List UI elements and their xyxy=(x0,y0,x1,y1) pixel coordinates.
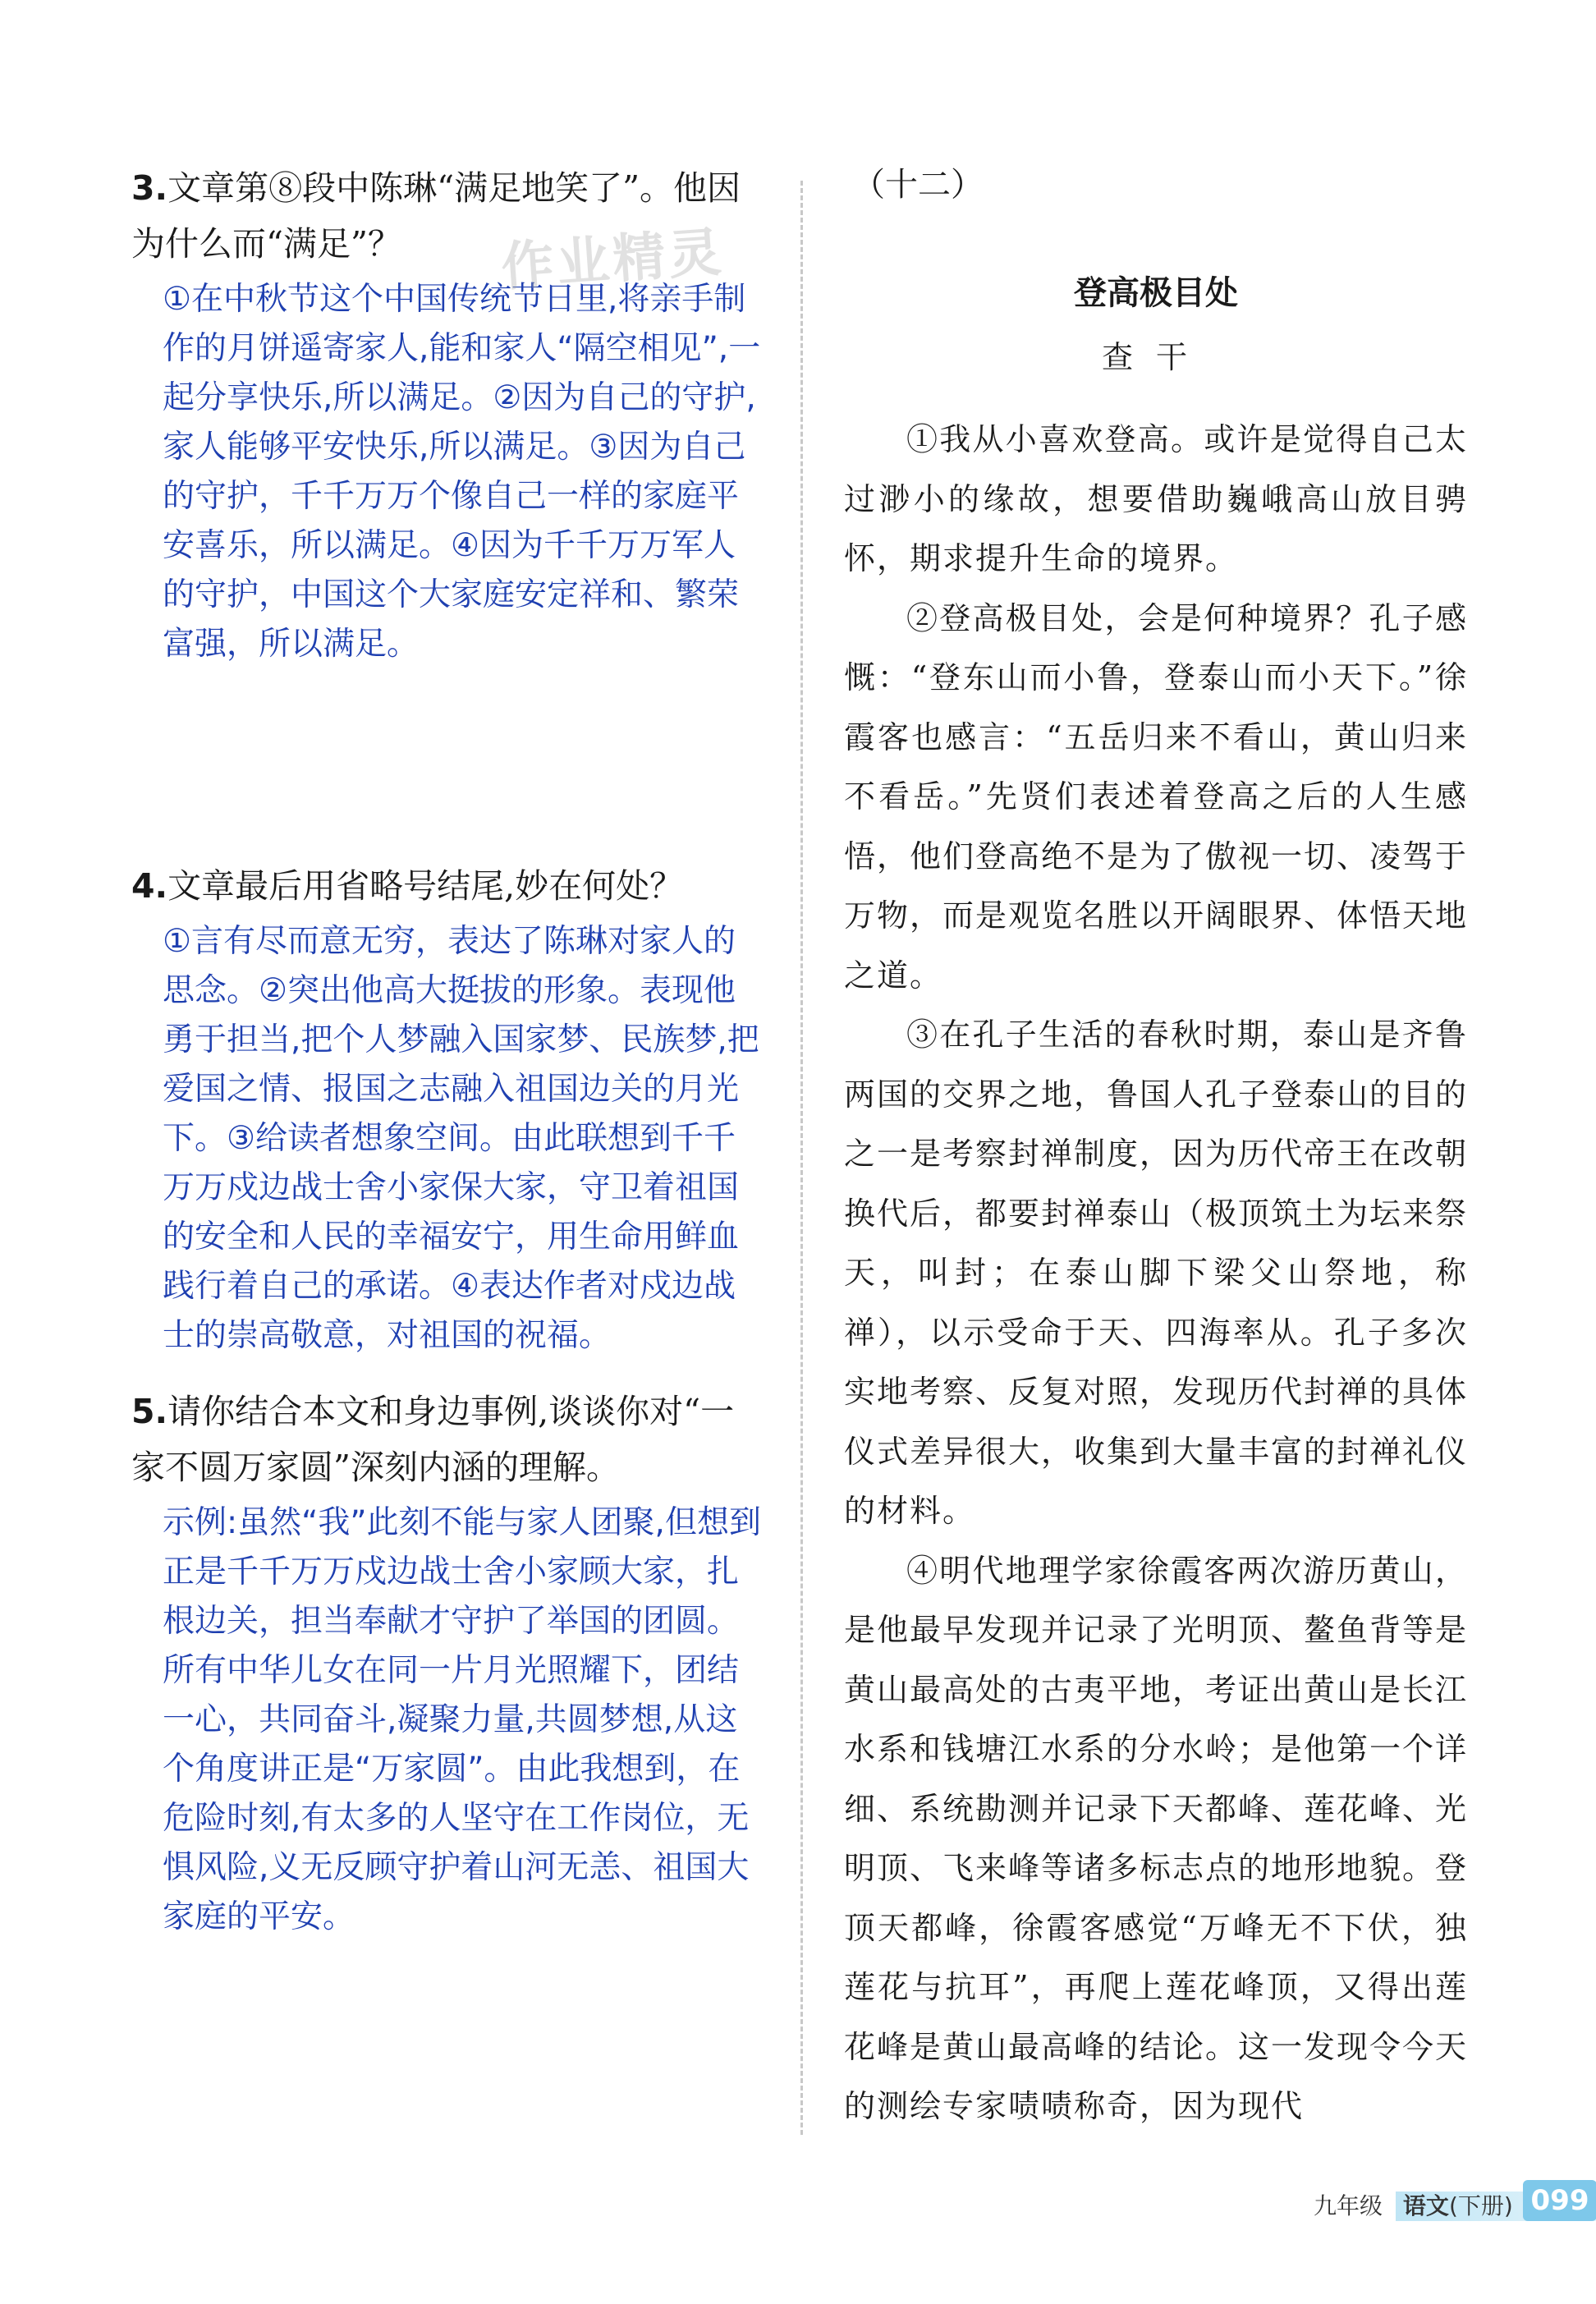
column-divider xyxy=(800,181,803,2135)
question-3-answer: ①在中秋节这个中国传统节日里,将亲手制作的月饼遥寄家人,能和家人“隔空相见”,一起分享快乐,所以满足。②因为自己的守护,家人能够平安快乐,所以满足。③因为自己的守护，千千万万个像自己一样的家庭平安喜乐，所以满足。④因为千千万万军人的守护，中国这个大家庭安定祥和、繁荣富强，所以满足。 xyxy=(163,281,761,663)
question-4-answer: ①言有尽而意无穷，表达了陈琳对家人的思念。②突出他高大挺拔的形象。表现他勇于担当,把个人梦融入国家梦、民族梦,把爱国之情、报国之志融入祖国边关的月光下。③给读者想象空间。由此联想到千千万万戍边战士舍小家保大家，守卫着祖国的安全和人民的幸福安宁，用生命用鲜血践行着自己的承诺。④表达作者对戍边战士的崇高敬意，对祖国的祝福。 xyxy=(163,923,759,1354)
question-3-text: 文章第⑧段中陈琳“满足地笑了”。他因为什么而“满足”？ xyxy=(131,168,741,264)
footer-grade: 九年级 xyxy=(1314,2192,1383,2219)
question-4-prompt xyxy=(131,858,764,914)
question-5 xyxy=(131,1384,764,1942)
question-5-text: 请你结合本文和身边事例,谈谈你对“一家不圆万家圆”深刻内涵的理解。 xyxy=(131,1392,735,1487)
question-3-number: 3. xyxy=(131,168,168,208)
section-label: （十二） xyxy=(852,166,984,204)
paragraph-2: ②登高极目处，会是何种境界？孔子感慨：“登东山而小鲁，登泰山而小天下。”徐霞客也感言：“五岳归来不看山，黄山归来不看岳。”先贤们表述着登高之后的人生感悟，他们登高绝不是为了傲视一切、凌驾于万物，而是观览名胜以开阔眼界、体悟天地之道。 xyxy=(844,599,1469,994)
footer-label xyxy=(1314,2188,1513,2221)
paragraph-3: ③在孔子生活的春秋时期，泰山是齐鲁两国的交界之地，鲁国人孔子登泰山的目的之一是考察封禅制度，因为历代帝王在改朝换代后，都要封禅泰山（极顶筑土为坛来祭天，叫封；在泰山脚下梁父山祭地，称禅），以示受命于天、四海率从。孔子多次实地考察、反复对照，发现历代封禅的具体仪式差异很大，收集到大量丰富的封禅礼仪的材料。 xyxy=(844,1017,1469,1529)
page-number: 099 xyxy=(1523,2180,1596,2221)
article-author: 查干 xyxy=(1101,339,1210,375)
paragraph-1: ①我从小喜欢登高。或许是觉得自己太过渺小的缘故，想要借助巍峨高山放目骋怀，期求提升生命的境界。 xyxy=(844,421,1468,576)
question-5-prompt xyxy=(131,1384,764,1495)
question-5-answer: 示例:虽然“我”此刻不能与家人团聚,但想到正是千千万万戍边战士舍小家顾大家，扎根边关，担当奉献才守护了举国的团圆。所有中华儿女在同一片月光照耀下，团结一心，共同奋斗,凝聚力量,共圆梦想,从这个角度讲正是“万家圆”。由此我想到，在危险时刻,有太多的人坚守在工作岗位，无惧风险,义无反顾守护着山河无恙、祖国大家庭的平安。 xyxy=(163,1504,761,1935)
question-4-text: 文章最后用省略号结尾,妙在何处？ xyxy=(167,866,684,906)
paragraph-4: ④明代地理学家徐霞客两次游历黄山，是他最早发现并记录了光明顶、鳌鱼背等是黄山最高处的古夷平地，考证出黄山是长江水系和钱塘江水系的分水岭；是他第一个详细、系统勘测并记录下天都峰、莲花峰、光明顶、飞来峰等诸多标志点的地形地貌。登顶天都峰，徐霞客感觉“万峰无不下伏，独莲花与抗耳”，再爬上莲花峰顶，又得出莲花峰是黄山最高峰的结论。这一发现令今天的测绘专家啧啧称奇，因为现代 xyxy=(844,1552,1469,2124)
question-4-number: 4. xyxy=(131,866,168,906)
page-footer xyxy=(1314,2180,1589,2229)
right-column xyxy=(844,160,1468,2136)
question-5-number: 5. xyxy=(131,1392,168,1431)
left-column xyxy=(131,160,764,1942)
footer-subject: 语文 xyxy=(1402,2192,1449,2219)
watermark: 作业精灵 xyxy=(499,222,727,299)
article-title: 登高极目处 xyxy=(1074,273,1238,312)
footer-volume: (下册) xyxy=(1448,2192,1513,2219)
question-4 xyxy=(131,858,764,1361)
